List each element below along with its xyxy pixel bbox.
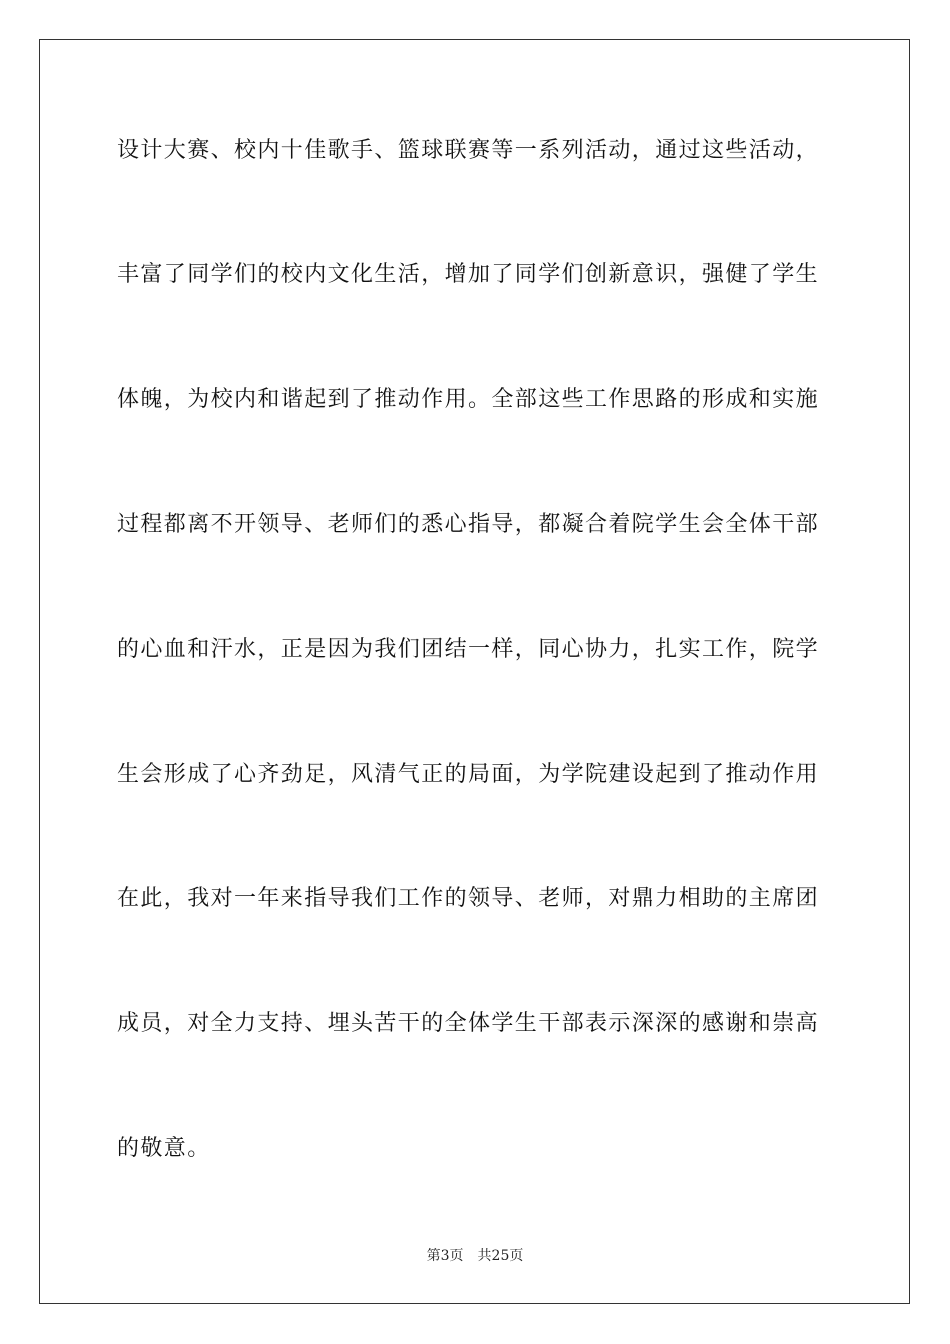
body-text-line: 设计大赛、校内十佳歌手、篮球联赛等一系列活动，通过这些活动， [117,138,820,163]
page-footer [0,1247,950,1265]
body-text-line: 过程都离不开领导、老师们的悉心指导，都凝合着院学生会全体干部 [117,512,820,537]
body-text-line: 的敬意。 [117,1136,211,1161]
body-text-line: 生会形成了心齐劲足，风清气正的局面，为学院建设起到了推动作用 [117,762,820,787]
body-text-line: 在此，我对一年来指导我们工作的领导、老师，对鼎力相助的主席团 [117,886,820,911]
body-text-line: 体魄，为校内和谐起到了推动作用。全部这些工作思路的形成和实施 [117,387,820,412]
page-total: 共25页 [477,1248,524,1264]
body-text-line: 成员，对全力支持、埋头苦干的全体学生干部表示深深的感谢和崇高 [117,1011,820,1036]
body-text-line: 丰富了同学们的校内文化生活，增加了同学们创新意识，强健了学生 [117,262,820,287]
body-text-line: 的心血和汗水，正是因为我们团结一样，同心协力，扎实工作，院学 [117,637,820,662]
page-frame [39,39,910,1304]
page-number: 第3页 [426,1248,464,1264]
